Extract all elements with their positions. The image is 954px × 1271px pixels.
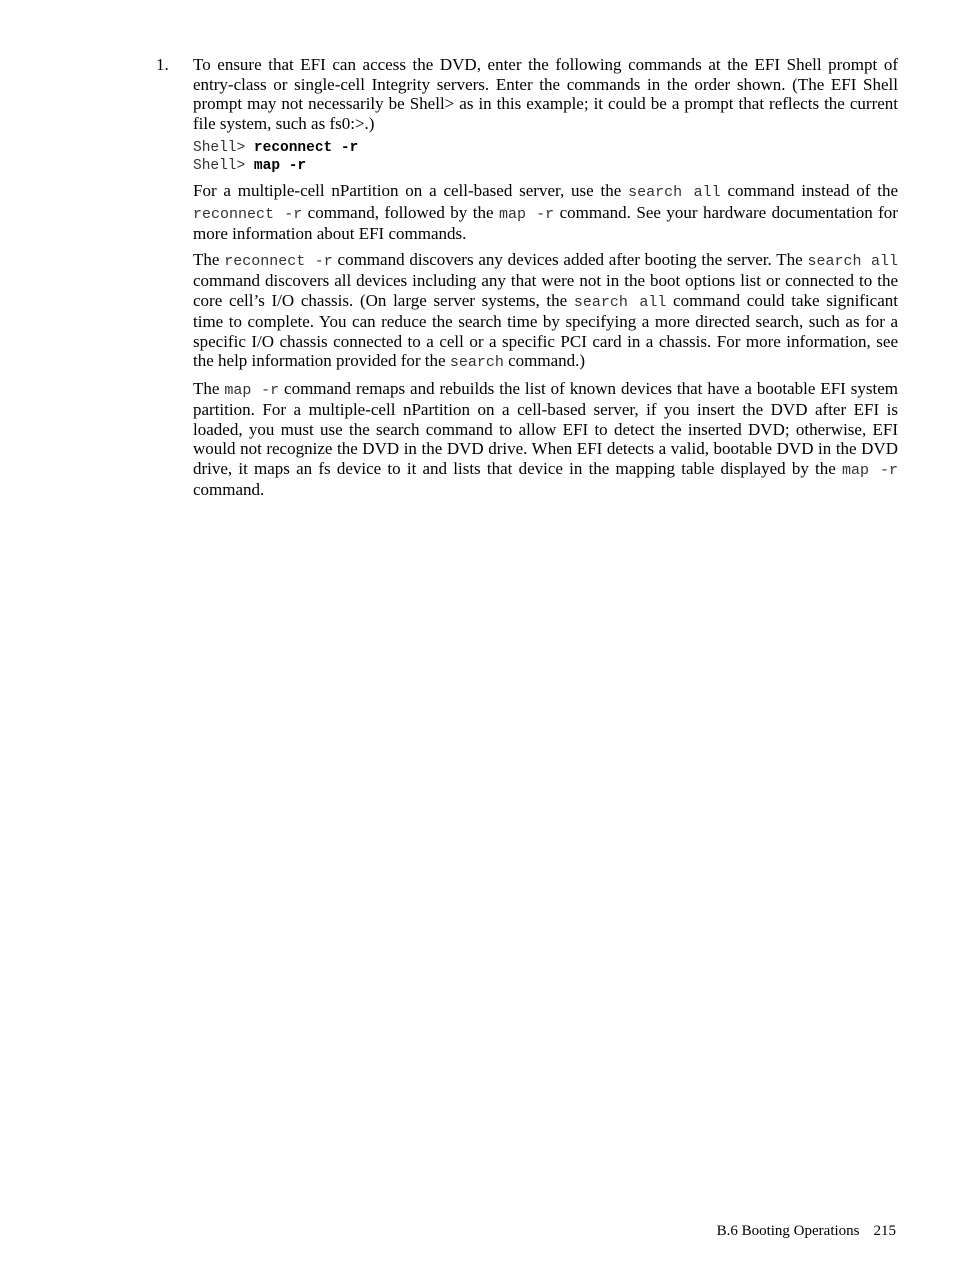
multi-cell-paragraph <box>193 181 898 244</box>
inline-code: search all <box>628 184 721 201</box>
text-run: command, followed by the <box>302 202 499 222</box>
inline-code: reconnect -r <box>193 205 303 223</box>
text-run: command. <box>193 480 265 499</box>
shell-prompt: Shell> <box>193 158 254 174</box>
inline-code: map -r <box>498 205 555 223</box>
text-run: command remaps and rebuilds the list of known devices that have a bootable EFI system partition. For a multiple-cell nPartition on a cell-based server, if you insert the DVD after EFI is loaded, you must use the search command to allow EFI to detect the inserted DVD; otherwise, EFI would not recognize the DVD in the DVD drive. When EFI detects a valid, bootable DVD in the DVD drive, it maps an fs device to it and lists that device in the mapping table displayed by the <box>193 378 898 478</box>
inline-code: reconnect -r <box>224 252 333 270</box>
command-reconnect: reconnect -r <box>253 140 359 156</box>
page-number: 215 <box>873 1223 896 1239</box>
text-run: For a multiple-cell nPartition on a cell-based server, use the <box>193 181 629 200</box>
inline-code: search all <box>807 252 899 270</box>
page-footer <box>717 1221 896 1241</box>
inline-code: map -r <box>842 461 898 479</box>
step-number: 1. <box>156 55 169 74</box>
code-block <box>193 139 898 175</box>
text-run: command.) <box>503 351 586 370</box>
text-run: command discovers any devices added after booting the server. The <box>332 249 808 269</box>
text-run: The <box>193 249 225 269</box>
code-line-1 <box>193 139 898 157</box>
text-run: command instead of the <box>720 181 899 200</box>
step-intro-paragraph: To ensure that EFI can access the DVD, enter the following commands at the EFI Shell prompt of entry-class or single-cell Integrity servers. Enter the commands in the order shown. (The EFI Shell prompt may not necessarily be Shell> as in this example; it could be a prompt that reflects the current file system, such as fs0:>.) <box>193 55 898 133</box>
inline-code: search all <box>573 293 667 311</box>
inline-code: map -r <box>224 381 280 399</box>
reconnect-description-paragraph <box>193 250 898 373</box>
text-run: command discovers all devices including any that were not in the boot options list or connected to the core cell’s I/O chassis. (On large server systems, the <box>193 271 898 310</box>
text-run: command could take significant time to complete. You can reduce the search time by specifying a more directed search, such as for a specific I/O chassis connected to a cell or a specific PCI card in a chassis. For more information, see the help information provided for the <box>193 290 898 370</box>
code-line-2 <box>193 157 898 175</box>
map-description-paragraph <box>193 379 898 500</box>
step-body <box>193 55 898 506</box>
inline-code: search <box>449 354 504 371</box>
shell-prompt: Shell> <box>193 140 254 156</box>
text-run: command. See your hardware documentation for more information about EFI commands. <box>193 202 898 243</box>
text-run: The <box>193 378 225 398</box>
footer-section-title: B.6 Booting Operations <box>716 1223 860 1239</box>
command-map: map -r <box>253 158 307 174</box>
